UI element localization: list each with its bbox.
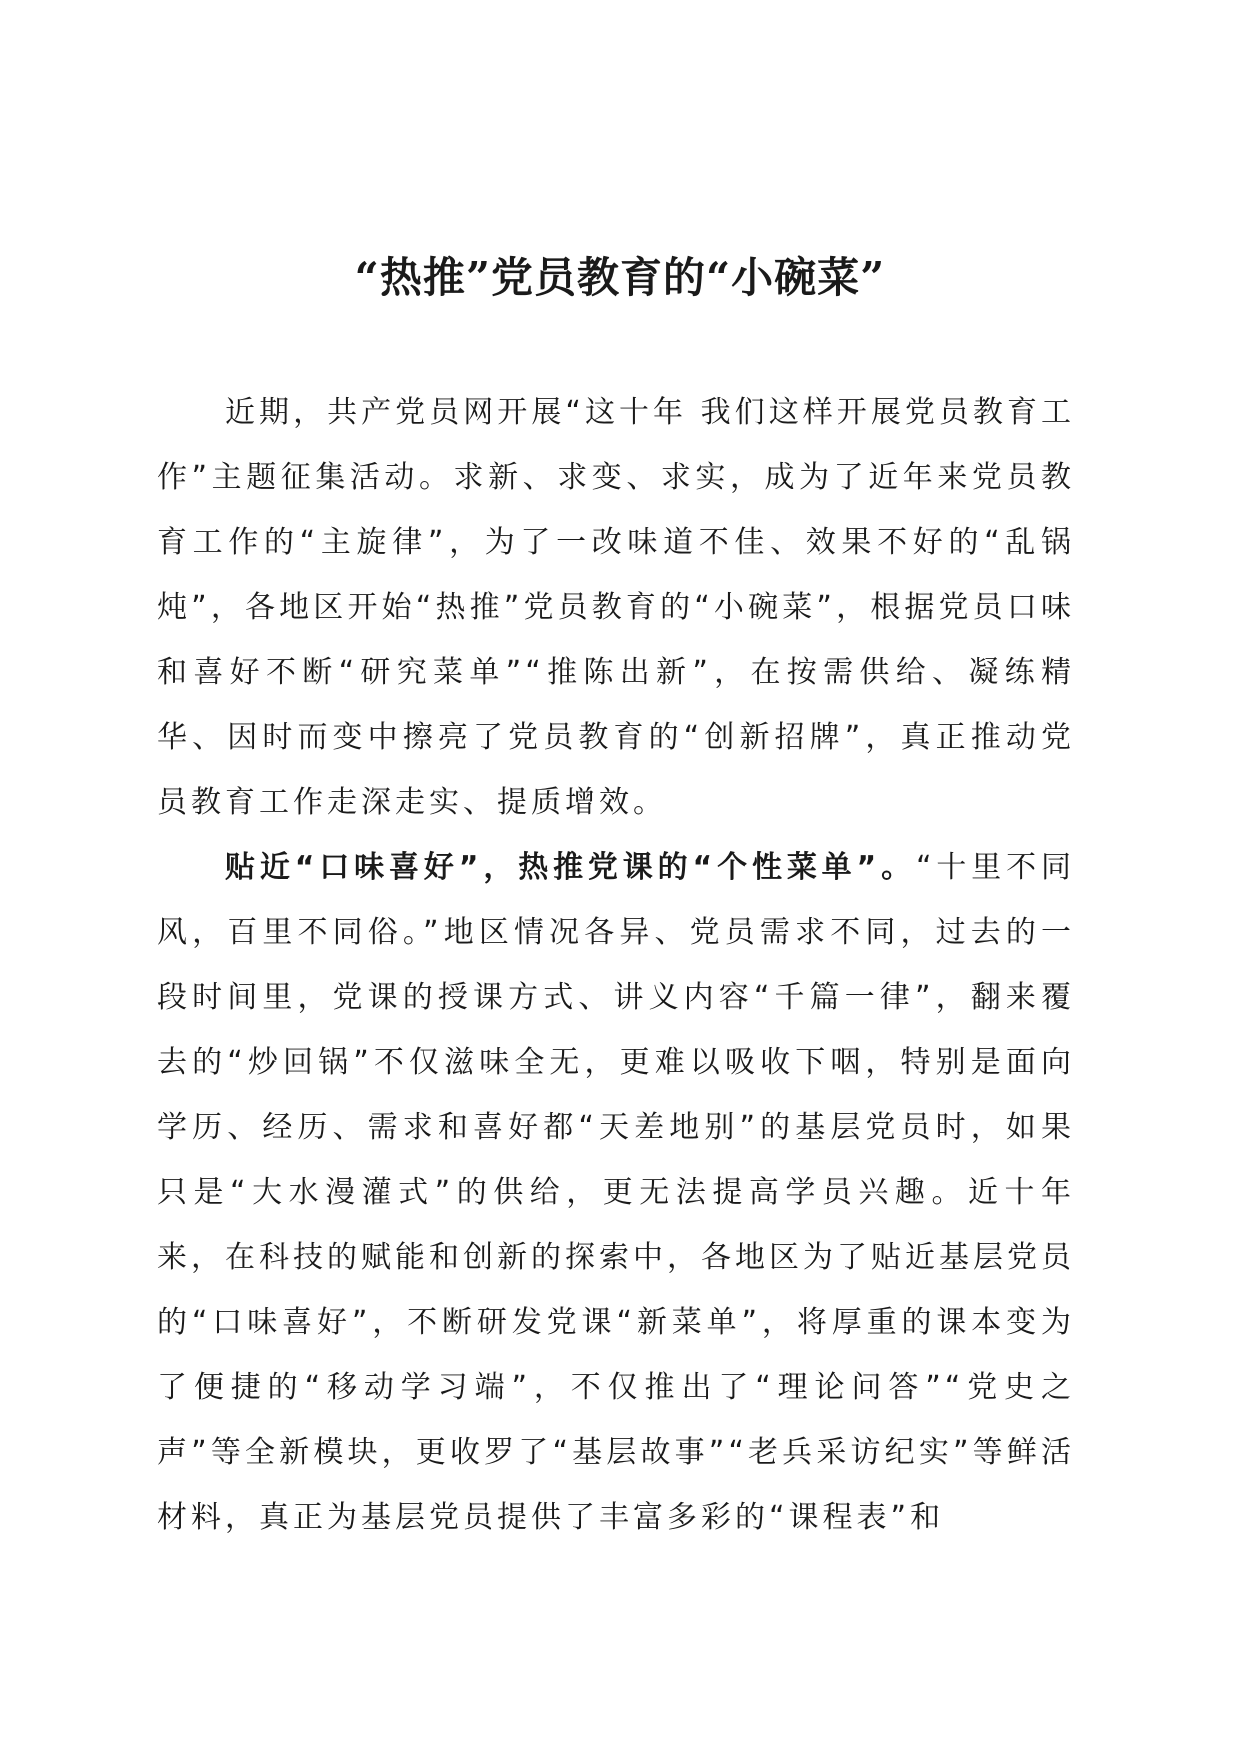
document-title: “热推”党员教育的“小碗菜” — [354, 253, 886, 302]
paragraph-text: “十里不同风，百里不同俗。”地区情况各异、党员需求不同，过去的一段时间里，党课的授课方式、讲义内容“千篇一律”，翻来覆去的“炒回锅”不仅滋味全无，更难以吸收下咽，特别是面向学历、经历、需求和喜好都“天差地别”的基层党员时，如果只是“大水漫灌式”的供给，更无法提高学员兴趣。近十年来，在科技的赋能和创新的探索中，各地区为了贴近基层党员的“口味喜好”，不断研发党课“新菜单”，将厚重的课本变为了便捷的“移动学习端”，不仅推出了“理论问答”“党史之声”等全新模块，更收罗了“基层故事”“老兵采访纪实”等鲜活材料，真正为基层党员提供了丰富多彩的“课程表”和 — [157, 850, 1075, 1535]
paragraph-section-1 — [157, 835, 1075, 1550]
paragraph-text: 近期，共产党员网开展“这十年 我们这样开展党员教育工作”主题征集活动。求新、求变、求实，成为了近年来党员教育工作的“主旋律”，为了一改味道不佳、效果不好的“乱锅炖”，各地区开始“热推”党员教育的“小碗菜”，根据党员口味和喜好不断“研究菜单”“推陈出新”，在按需供给、凝练精华、因时而变中擦亮了党员教育的“创新招牌”，真正推动党员教育工作走深走实、提质增效。 — [157, 395, 1075, 820]
paragraph-intro — [157, 380, 1075, 835]
section-heading: 贴近“口味喜好”，热推党课的“个性菜单”。 — [225, 850, 916, 885]
document-body — [157, 380, 1075, 1550]
